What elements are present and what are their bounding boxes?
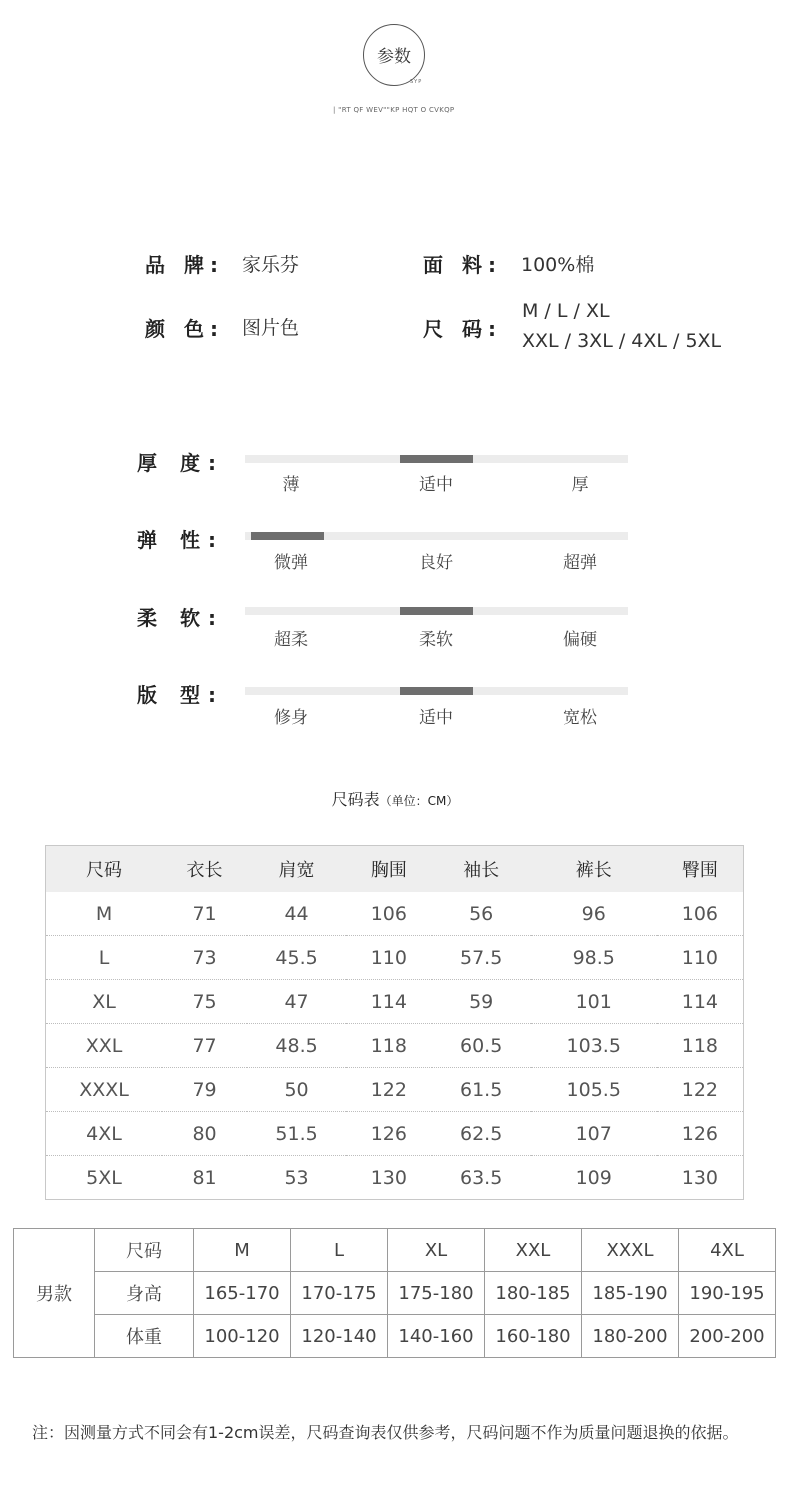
fit-scale [245,687,628,695]
col-header: 胸围 [346,846,432,893]
table-cell: 73 [162,936,247,980]
table-cell: 57.5 [432,936,531,980]
table-cell: 100-120 [194,1315,291,1358]
table-cell: 110 [657,936,744,980]
fit-row-height [14,1272,776,1315]
table-cell: XXXL [46,1068,163,1112]
fit-row-size [14,1229,776,1272]
fit-row-label: 尺码 [95,1229,194,1272]
fit-row-label: 体重 [95,1315,194,1358]
table-row [46,1112,744,1156]
table-cell: 200-200 [679,1315,776,1358]
table-cell: 130 [657,1156,744,1200]
size-table-header-row [46,846,744,893]
softness-option: 超柔 [274,630,308,650]
size-label: 尺 码: [423,317,502,341]
table-cell: 114 [346,980,432,1024]
table-cell: 140-160 [388,1315,485,1358]
col-header: 尺码 [46,846,163,893]
table-cell: 122 [346,1068,432,1112]
col-header: 臀围 [657,846,744,893]
table-cell: 77 [162,1024,247,1068]
fit-option: 宽松 [563,708,597,728]
table-cell: 45.5 [247,936,346,980]
table-cell: M [95,902,113,925]
size-value-line1: M / L / XL [522,300,610,322]
table-cell: 106 [681,902,719,925]
fit-group-label: 男款 [14,1229,95,1358]
elasticity-option: 超弹 [563,553,597,573]
attr-label-fit: 版 型: [137,683,224,707]
softness-scale [245,607,628,615]
table-cell: 96 [581,902,606,925]
col-header: 肩宽 [247,846,346,893]
softness-option: 偏硬 [563,630,597,650]
table-cell: 75 [162,980,247,1024]
table-row [46,1024,744,1068]
attr-label-thickness: 厚 度: [137,451,224,475]
table-cell: 118 [346,1024,432,1068]
table-cell: 170-175 [291,1272,388,1315]
fit-row-weight [14,1315,776,1358]
table-cell: 79 [162,1068,247,1112]
col-header: 衣长 [162,846,247,893]
attr-label-softness: 柔 软: [137,606,224,630]
table-cell: 61.5 [432,1068,531,1112]
table-cell: 48.5 [247,1024,346,1068]
table-cell: 120-140 [291,1315,388,1358]
table-cell: 180-200 [582,1315,679,1358]
table-cell: 114 [657,980,744,1024]
table-cell: 44 [284,902,309,925]
thickness-option: 厚 [571,475,589,495]
elasticity-option: 微弹 [274,553,308,573]
table-cell: M [194,1229,291,1272]
table-cell: 106 [370,902,407,925]
table-cell: 130 [346,1156,432,1200]
fit-table [13,1228,776,1358]
attr-label-elasticity: 弹 性: [137,528,224,552]
size-value-line2: XXL / 3XL / 4XL / 5XL [522,330,722,352]
table-cell: 122 [657,1068,744,1112]
table-cell: XL [46,980,163,1024]
elasticity-option: 良好 [419,553,453,573]
fit-option: 修身 [274,708,308,728]
brand-label: 品 牌: [145,253,224,277]
logo-title: 参数 [377,47,411,67]
table-cell: 185-190 [582,1272,679,1315]
thickness-scale [245,455,628,463]
elasticity-scale [245,532,628,540]
table-cell: 59 [432,980,531,1024]
logo-subtext: SYP [410,79,423,85]
table-cell: 118 [657,1024,744,1068]
fabric-label: 面 料: [423,253,502,277]
table-cell: 98.5 [531,936,657,980]
table-cell: 80 [162,1112,247,1156]
table-cell: 56 [469,902,494,925]
table-cell: XXL [46,1024,163,1068]
brand-value: 家乐芬 [242,254,300,276]
table-cell: 175-180 [388,1272,485,1315]
fit-option: 适中 [419,708,453,728]
elasticity-scale-marker [251,532,324,540]
table-cell: L [46,936,163,980]
table-cell: 4XL [679,1229,776,1272]
header-subtitle: | "RT QF WEV""KP HQT O CVKQP [333,106,455,114]
thickness-scale-marker [400,455,473,463]
table-cell: 51.5 [247,1112,346,1156]
col-header: 裤长 [531,846,657,893]
table-cell: XXL [485,1229,582,1272]
softness-option: 柔软 [419,630,453,650]
table-cell: 110 [346,936,432,980]
table-cell: 63.5 [432,1156,531,1200]
table-cell: XL [388,1229,485,1272]
fabric-value: 100%棉 [521,254,595,276]
table-cell: 105.5 [531,1068,657,1112]
table-cell: 180-185 [485,1272,582,1315]
table-cell: 53 [247,1156,346,1200]
table-cell: 107 [531,1112,657,1156]
disclaimer-note: 注：因测量方式不同会有1-2cm误差，尺码查询表仅供参考，尺码问题不作为质量问题退换的依据。 [32,1423,739,1442]
table-cell: 4XL [46,1112,163,1156]
table-cell: 103.5 [531,1024,657,1068]
table-cell: 81 [162,1156,247,1200]
table-cell: 60.5 [432,1024,531,1068]
table-cell: 190-195 [679,1272,776,1315]
table-cell: 160-180 [485,1315,582,1358]
size-table [45,845,744,1200]
table-row [46,1156,744,1200]
fit-scale-marker [400,687,473,695]
table-cell: 126 [657,1112,744,1156]
table-cell: 109 [531,1156,657,1200]
table-cell: 165-170 [194,1272,291,1315]
fit-row-label: 身高 [95,1272,194,1315]
thickness-option: 适中 [419,475,453,495]
table-row [46,980,744,1024]
table-cell: 101 [531,980,657,1024]
table-cell: XXXL [582,1229,679,1272]
size-table-title-text: 尺码表 [331,790,380,809]
table-cell: 62.5 [432,1112,531,1156]
table-cell: 126 [346,1112,432,1156]
table-row [46,892,744,936]
color-label: 颜 色: [145,317,224,341]
softness-scale-marker [400,607,473,615]
table-cell: 47 [247,980,346,1024]
table-cell: 5XL [46,1156,163,1200]
table-row [46,1068,744,1112]
thickness-option: 薄 [282,475,300,495]
size-table-title [0,787,790,810]
table-row [46,936,744,980]
table-cell: 71 [192,902,217,925]
size-table-unit: （单位：CM） [379,794,459,808]
table-cell: L [291,1229,388,1272]
col-header: 袖长 [432,846,531,893]
table-cell: 50 [247,1068,346,1112]
color-value: 图片色 [242,317,300,339]
